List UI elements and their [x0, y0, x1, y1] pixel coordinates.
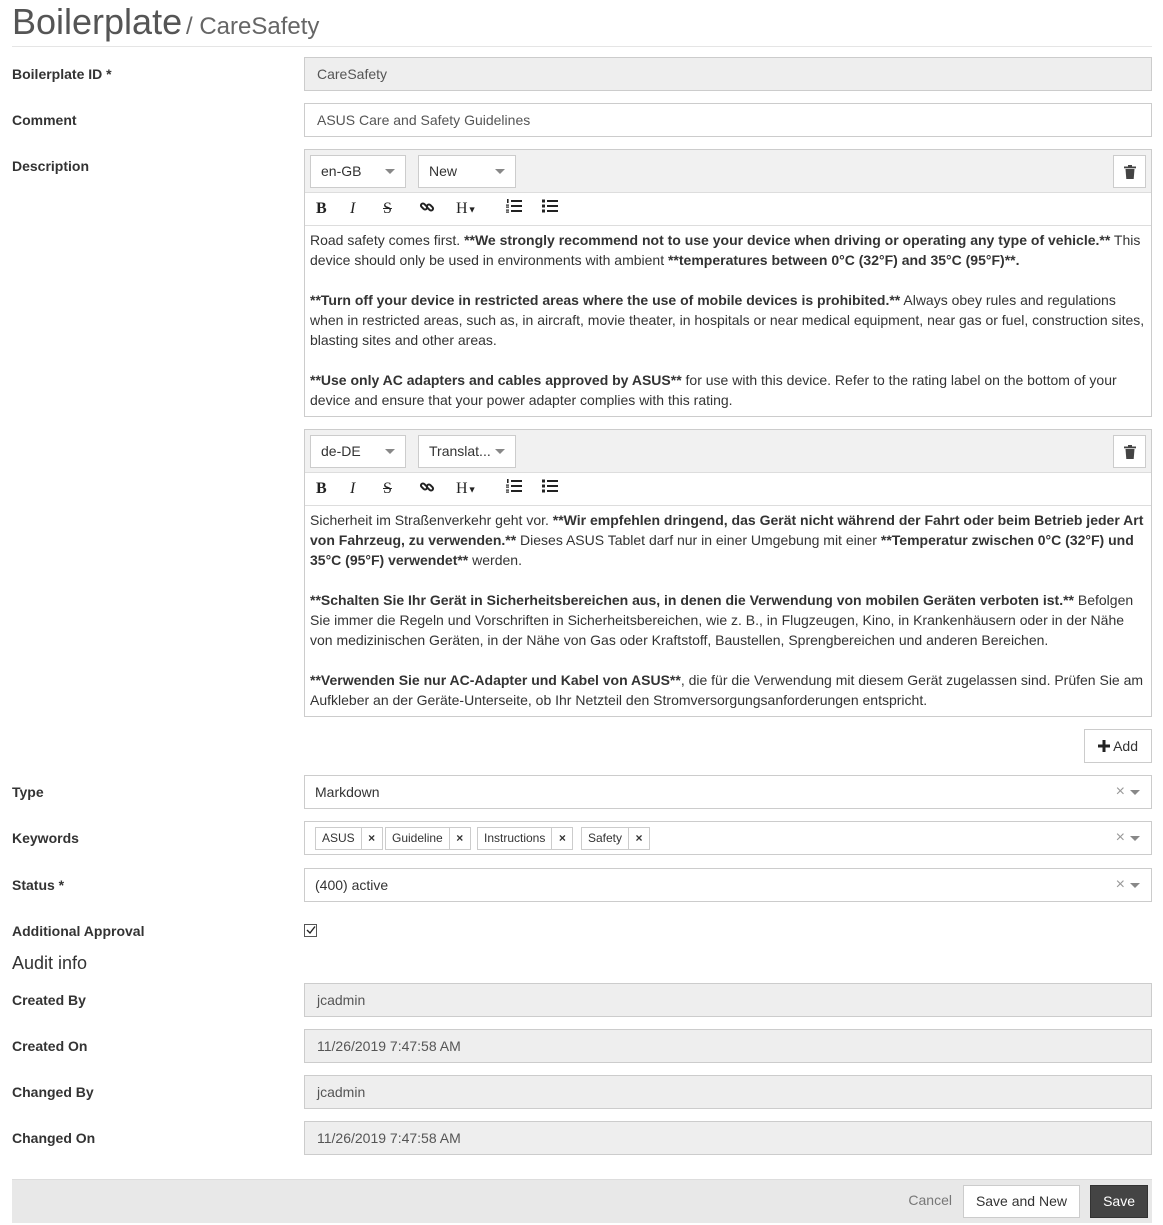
changed-by-label: Changed By: [12, 1084, 94, 1100]
created-on-label: Created On: [12, 1038, 88, 1054]
editor-content-de[interactable]: [305, 506, 1151, 716]
remove-tag-icon[interactable]: ×: [456, 831, 464, 845]
state-select[interactable]: [418, 435, 516, 468]
changed-on-field: 11/26/2019 7:47:58 AM: [304, 1121, 1152, 1155]
editor-toolbar: [305, 193, 1151, 226]
keyword-tag: [315, 827, 383, 850]
keyword-tag: [385, 827, 471, 850]
text: for use with this device. Refer to the rating label on the bottom of your device and ensure that your power adapter complies with this rating.: [310, 372, 1117, 408]
link-icon: [419, 479, 435, 495]
caret-down-icon[interactable]: [1130, 790, 1140, 795]
link-button[interactable]: [419, 199, 435, 219]
editor-header: [305, 150, 1151, 193]
delete-language-button[interactable]: [1113, 435, 1146, 468]
caret-down-icon: [385, 169, 395, 174]
editor-content-en[interactable]: [305, 226, 1151, 416]
caret-down-icon: [495, 169, 505, 174]
editor-paragraph: [310, 230, 1146, 270]
heading-label: H: [456, 480, 468, 497]
type-select[interactable]: [304, 775, 1152, 809]
heading-label: H: [456, 200, 468, 217]
bold-text: **Schalten Sie Ihr Gerät in Sicherheitsbereichen aus, in denen die Verwendung von mobilen Geräten verboten ist.**: [310, 592, 1074, 608]
description-label: Description: [12, 158, 90, 174]
created-on-field: 11/26/2019 7:47:58 AM: [304, 1029, 1152, 1063]
created-by-label: Created By: [12, 992, 86, 1008]
form-footer: [12, 1179, 1152, 1223]
bold-button[interactable]: B: [316, 480, 327, 497]
link-button[interactable]: [419, 479, 435, 499]
ordered-list-icon: [506, 479, 522, 493]
comment-label: Comment: [12, 112, 77, 128]
status-select[interactable]: [304, 868, 1152, 902]
add-language-button[interactable]: [1084, 729, 1152, 763]
heading-button[interactable]: [456, 199, 476, 219]
text: Dieses ASUS Tablet darf nur in einer Umgebung mit einer: [516, 532, 881, 548]
created-by-field: jcadmin: [304, 983, 1152, 1017]
bold-text: **We strongly recommend not to use your device when driving or operating any type of vehicle.**: [464, 232, 1111, 248]
trash-icon: [1124, 445, 1136, 459]
cancel-button[interactable]: Cancel: [908, 1192, 952, 1208]
check-icon: [306, 925, 316, 935]
changed-on-label: Changed On: [12, 1130, 96, 1146]
editor-toolbar: [305, 473, 1151, 506]
italic-button[interactable]: I: [350, 480, 356, 497]
text: Always obey rules and regulations when in restricted areas, such as, in aircraft, movie theater, in hospitals or near medical equipment, near gas or fuel, construction sites, blasting sites and other areas.: [310, 292, 1145, 348]
caret-down-icon[interactable]: [1130, 883, 1140, 888]
status-value: (400) active: [315, 877, 389, 893]
clear-icon[interactable]: ×: [1115, 829, 1125, 846]
clear-icon[interactable]: ×: [1115, 876, 1125, 893]
ordered-list-button[interactable]: [506, 199, 522, 219]
keyword-label: Safety: [582, 828, 629, 849]
save-button[interactable]: Save: [1090, 1185, 1148, 1218]
page-header: [12, 0, 1152, 47]
bullet-list-icon: [542, 199, 558, 213]
heading-button[interactable]: [456, 479, 476, 499]
page-title: Boilerplate: [12, 1, 183, 42]
editor-paragraph: [310, 290, 1146, 350]
status-label: Status *: [12, 877, 65, 893]
trash-icon: [1124, 165, 1136, 179]
keywords-select[interactable]: [304, 821, 1152, 855]
plus-icon: [1098, 740, 1110, 752]
strikethrough-button[interactable]: S: [383, 200, 392, 217]
changed-by-field: jcadmin: [304, 1075, 1152, 1109]
editor-paragraph: [310, 670, 1146, 710]
bold-text: **temperatures between 0°C (32°F) and 35°C (95°F)**.: [667, 252, 1020, 268]
text: werden.: [468, 552, 522, 568]
add-label: Add: [1113, 738, 1139, 754]
boilerplate-id-label: Boilerplate ID *: [12, 66, 112, 82]
comment-field[interactable]: ASUS Care and Safety Guidelines: [304, 103, 1152, 137]
caret-down-icon: [385, 449, 395, 454]
state-select[interactable]: [418, 155, 516, 188]
caret-down-icon: ▼: [467, 204, 477, 215]
keyword-label: ASUS: [316, 828, 362, 849]
editor-paragraph: [310, 370, 1146, 410]
bold-text: **Turn off your device in restricted areas where the use of mobile devices is prohibited.**: [310, 292, 901, 308]
strikethrough-button[interactable]: S: [383, 480, 392, 497]
remove-tag-icon[interactable]: ×: [635, 831, 643, 845]
remove-tag-icon[interactable]: ×: [558, 831, 566, 845]
bold-text: **Wir empfehlen dringend, das Gerät nicht während der Fahrt oder beim Betrieb jeder Art von Fahrzeug, zu verwenden.**: [310, 512, 1144, 548]
editor-header: [305, 430, 1151, 473]
save-and-new-button[interactable]: Save and New: [963, 1185, 1080, 1218]
keyword-label: Instructions: [478, 828, 552, 849]
page-subtitle: / CareSafety: [186, 13, 320, 40]
bullet-list-button[interactable]: [542, 199, 558, 219]
additional-approval-label: Additional Approval: [12, 923, 145, 939]
delete-language-button[interactable]: [1113, 155, 1146, 188]
text: Befolgen Sie immer die Regeln und Vorschriften in Sicherheitsbereichen, wie z. B., in Flugzeugen, Kino, in Krankenhäusern oder in der Nähe von medizinischen Geräten, in der Nähe von Gas oder Kraftstoff, Baustellen, Sprengbereichen und anderen Bereichen.: [310, 592, 1134, 648]
language-select[interactable]: [310, 155, 406, 188]
bullet-list-button[interactable]: [542, 479, 558, 499]
state-value: Translat...: [429, 443, 491, 459]
description-editor-de: [304, 429, 1152, 717]
italic-button[interactable]: I: [350, 200, 356, 217]
type-value: Markdown: [315, 784, 380, 800]
clear-icon[interactable]: ×: [1115, 783, 1125, 800]
ordered-list-button[interactable]: [506, 479, 522, 499]
ordered-list-icon: [506, 199, 522, 213]
remove-tag-icon[interactable]: ×: [368, 831, 376, 845]
description-editor-en: [304, 149, 1152, 417]
text: , die für die Verwendung mit diesem Gerät zugelassen sind. Prüfen Sie am Aufkleber an der Geräte-Unterseite, ob Ihr Netzteil den Stromversorgungsanforderungen entspricht.: [310, 672, 1144, 708]
language-select[interactable]: [310, 435, 406, 468]
keywords-label: Keywords: [12, 830, 79, 846]
audit-info-title: Audit info: [12, 953, 88, 973]
bullet-list-icon: [542, 479, 558, 493]
editor-paragraph: [310, 590, 1146, 650]
text: This device should only be used in environments with ambient: [310, 232, 1141, 268]
state-value: New: [429, 163, 458, 179]
editor-paragraph: [310, 510, 1146, 570]
language-value: de-DE: [321, 443, 361, 459]
additional-approval-checkbox[interactable]: [304, 924, 317, 937]
text: Sicherheit im Straßenverkehr geht vor.: [310, 512, 553, 528]
language-value: en-GB: [321, 163, 362, 179]
bold-button[interactable]: B: [316, 200, 327, 217]
bold-text: **Verwenden Sie nur AC-Adapter und Kabel von ASUS**: [310, 672, 681, 688]
keyword-tag: [581, 827, 650, 850]
caret-down-icon[interactable]: [1130, 836, 1140, 841]
bold-text: **Temperatur zwischen 0°C (32°F) und 35°C (95°F) verwendet**: [310, 532, 1134, 568]
link-icon: [419, 199, 435, 215]
type-label: Type: [12, 784, 44, 800]
keyword-tag: [477, 827, 573, 850]
caret-down-icon: ▼: [467, 484, 477, 495]
caret-down-icon: [495, 449, 505, 454]
keyword-label: Guideline: [386, 828, 450, 849]
text: Road safety comes first.: [310, 232, 465, 248]
boilerplate-id-field: CareSafety: [304, 57, 1152, 91]
bold-text: **Use only AC adapters and cables approved by ASUS**: [310, 372, 682, 388]
